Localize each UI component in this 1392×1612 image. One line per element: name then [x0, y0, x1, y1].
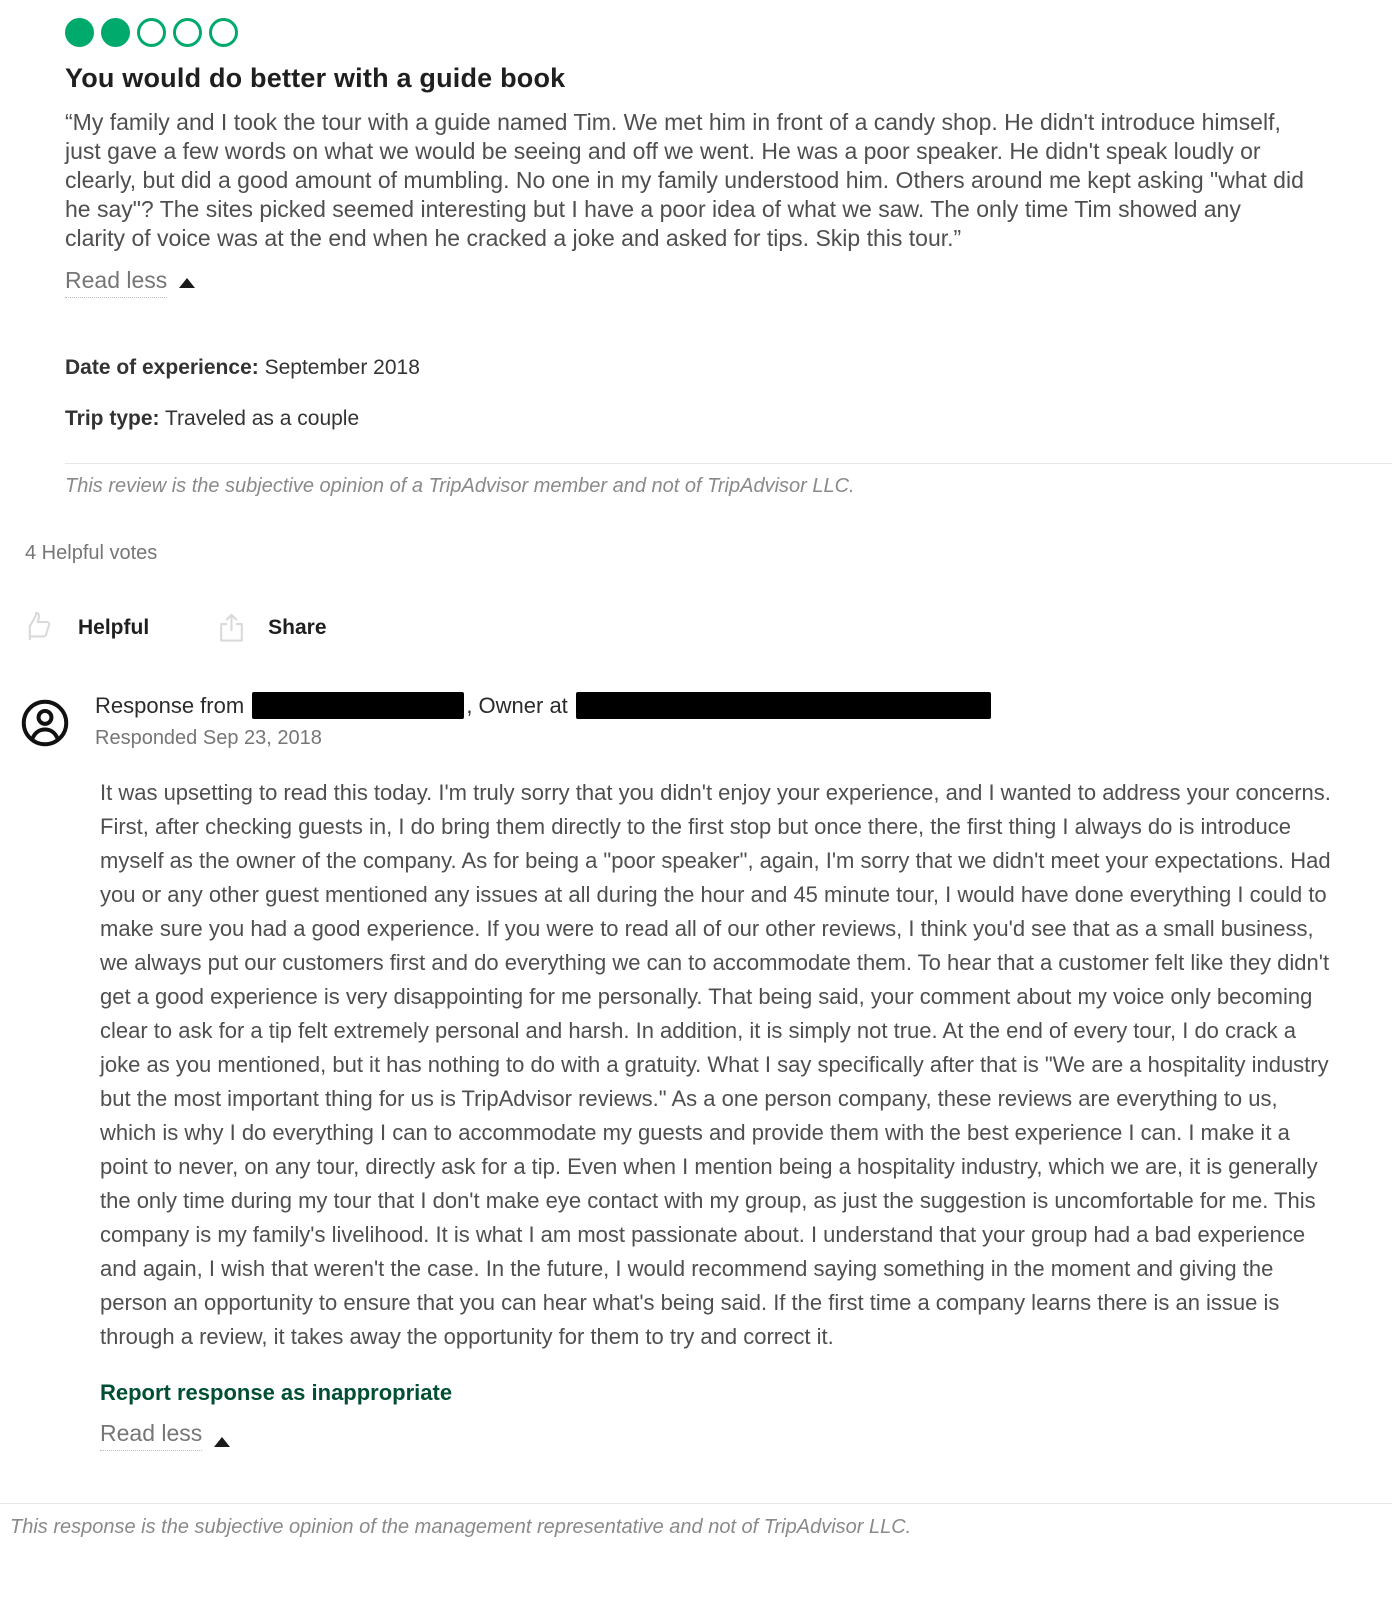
- response-header: [95, 692, 1392, 719]
- rating-bubble-empty: [173, 18, 202, 47]
- redacted-business-name: [576, 692, 991, 719]
- share-icon: [215, 611, 248, 644]
- owner-avatar-icon: [20, 698, 70, 748]
- response-date: Responded Sep 23, 2018: [95, 727, 322, 749]
- review-body-text: “My family and I took the tour with a guide named Tim. We met him in front of a candy shop. He didn't introduce himself, just gave a few words on what we would be seeing and off we went. He was a poor speaker. He didn't speak loudly or clearly, but did a good amount of mumbling. No one in my family understood him. Others around me kept asking "what did he say"? The sites picked seemed interesting but I have a poor idea of what we saw. The only time Tim showed any clarity of voice was at the end when he cracked a joke and asked for tips. Skip this tour.”: [65, 109, 1304, 251]
- rating-bubbles: [65, 18, 1392, 47]
- read-less-link[interactable]: [65, 267, 195, 298]
- helpful-votes-count: 4 Helpful votes: [25, 542, 158, 564]
- trip-type-line: [65, 407, 1392, 431]
- thumbs-up-icon: [25, 611, 58, 644]
- response-read-less-link[interactable]: [100, 1420, 230, 1451]
- helpful-button-label: Helpful: [78, 615, 150, 639]
- trip-type-value: Traveled as a couple: [164, 407, 360, 430]
- helpful-button[interactable]: [25, 611, 149, 644]
- trip-type-label: Trip type:: [65, 407, 160, 430]
- chevron-up-icon: [179, 278, 195, 288]
- read-less-label: Read less: [65, 267, 167, 298]
- review-disclaimer: This review is the subjective opinion of a TripAdvisor member and not of TripAdvisor LLC.: [65, 475, 855, 497]
- rating-bubble-filled: [101, 18, 130, 47]
- review-divider: [65, 463, 1392, 464]
- review-card: [65, 18, 1392, 498]
- report-response-link[interactable]: Report response as inappropriate: [100, 1380, 453, 1405]
- response-separator: , Owner at: [466, 692, 568, 718]
- rating-bubble-empty: [209, 18, 238, 47]
- review-title: You would do better with a guide book: [65, 63, 566, 93]
- chevron-up-icon: [214, 1437, 230, 1447]
- date-of-experience-line: [65, 356, 1392, 380]
- redacted-owner-name: [252, 692, 464, 719]
- response-disclaimer: This response is the subjective opinion of the management representative and not of TripAdvisor LLC.: [10, 1516, 912, 1538]
- review-page: [0, 18, 1392, 1612]
- rating-bubble-empty: [137, 18, 166, 47]
- share-button-label: Share: [268, 615, 327, 639]
- share-button[interactable]: [215, 611, 326, 644]
- owner-response: [0, 692, 1392, 1451]
- response-body-text: It was upsetting to read this today. I'm truly sorry that you didn't enjoy your experience, and I wanted to address your concerns. First, after checking guests in, I do bring them directly to the first stop but once there, the first thing I always do is introduce myself as the owner of the company. As for being a "poor speaker", again, I'm sorry that we didn't meet your expectations. Had you or any other guest mentioned any issues at all during the hour and 45 minute tour, I would have done everything I could to make sure you had a good experience. If you were to read all of our other reviews, I think you'd see that as a small business, we always put our customers first and do everything we can to accommodate them. To hear that a customer felt like they didn't get a good experience is very disappointing for me personally. That being said, your comment about my voice only becoming clear to ask for a tip felt extremely personal and harsh. In addition, it is simply not true. At the end of every tour, I do crack a joke as you mentioned, but it has nothing to do with a gratuity. What I say specifically after that is "We are a hospitality industry but the most important thing for us is TripAdvisor reviews." As a one person company, these reviews are everything to us, which is why I do everything I can to accommodate my guests and provide them with the best experience I can. I make it a point to never, on any tour, directly ask for a tip. Even when I mention being a hospitality industry, which we are, it is generally the only time during my tour that I don't make eye contact with my group, as just the suggestion is uncomfortable for me. This company is my family's livelihood. It is what I am most passionate about. I understand that your group had a bad experience and again, I wish that weren't the case. In the future, I would recommend saying something in the moment and giving the person an opportunity to ensure that you can hear what's being said. If the first time a company learns there is an issue is through a review, it takes away the opportunity for them to try and correct it.: [100, 780, 1331, 1349]
- response-read-less-label: Read less: [100, 1420, 202, 1451]
- response-prefix: Response from: [95, 692, 245, 718]
- response-footer: [0, 1503, 1392, 1555]
- rating-bubble-filled: [65, 18, 94, 47]
- date-of-experience-value: September 2018: [264, 356, 420, 379]
- review-actions: [25, 611, 1392, 644]
- date-of-experience-label: Date of experience:: [65, 356, 259, 379]
